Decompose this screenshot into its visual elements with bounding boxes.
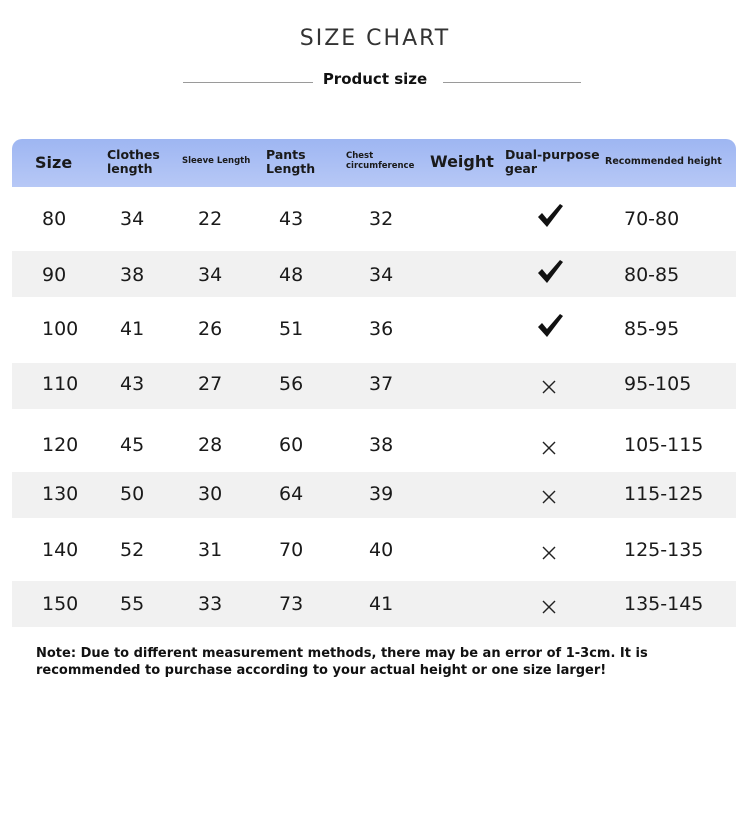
cell-pants: 73 bbox=[279, 593, 304, 615]
cell-pants: 56 bbox=[279, 373, 304, 395]
cell-pants: 43 bbox=[279, 208, 304, 230]
cell-pants: 60 bbox=[279, 434, 304, 456]
cell-height: 135-145 bbox=[624, 593, 704, 615]
cell-height: 125-135 bbox=[624, 539, 704, 561]
cell-clothes: 34 bbox=[120, 208, 145, 230]
cell-pants: 64 bbox=[279, 483, 304, 505]
cross-icon bbox=[541, 489, 557, 505]
cell-height: 80-85 bbox=[624, 264, 680, 286]
cell-clothes: 52 bbox=[120, 539, 145, 561]
cell-pants: 48 bbox=[279, 264, 304, 286]
cell-size: 140 bbox=[42, 539, 79, 561]
cell-size: 100 bbox=[42, 318, 79, 340]
header-chest-line2: circumference bbox=[346, 160, 415, 171]
cell-size: 110 bbox=[42, 373, 79, 395]
divider-right bbox=[443, 82, 581, 83]
cell-size: 90 bbox=[42, 264, 67, 286]
cell-sleeve: 22 bbox=[198, 208, 223, 230]
header-clothes-length-line1: Clothes bbox=[107, 147, 160, 162]
table-row bbox=[12, 305, 736, 357]
cell-chest: 32 bbox=[369, 208, 394, 230]
cell-pants: 70 bbox=[279, 539, 304, 561]
cell-height: 105-115 bbox=[624, 434, 704, 456]
cross-icon bbox=[541, 440, 557, 456]
table-row bbox=[12, 195, 736, 247]
cell-sleeve: 33 bbox=[198, 593, 223, 615]
table-row bbox=[12, 525, 736, 577]
cell-chest: 36 bbox=[369, 318, 394, 340]
header-sleeve-length: Sleeve Length bbox=[182, 156, 251, 166]
cell-size: 130 bbox=[42, 483, 79, 505]
cross-icon bbox=[541, 379, 557, 395]
cell-chest: 41 bbox=[369, 593, 394, 615]
cell-clothes: 38 bbox=[120, 264, 145, 286]
cell-chest: 40 bbox=[369, 539, 394, 561]
header-dual-line1: Dual-purpose bbox=[505, 147, 600, 162]
cell-height: 85-95 bbox=[624, 318, 680, 340]
header-size: Size bbox=[35, 153, 73, 172]
table-row bbox=[12, 363, 736, 409]
header-chest bbox=[346, 152, 414, 172]
cell-sleeve: 27 bbox=[198, 373, 223, 395]
table-row bbox=[12, 251, 736, 297]
cell-chest: 37 bbox=[369, 373, 394, 395]
header-pants-length-line2: Length bbox=[266, 161, 316, 177]
header-chest-line1: Chest bbox=[346, 151, 374, 161]
cell-sleeve: 28 bbox=[198, 434, 223, 456]
header-dual-purpose bbox=[505, 148, 600, 177]
table-row bbox=[12, 420, 736, 470]
check-icon bbox=[536, 258, 564, 286]
header-pants-length bbox=[266, 148, 315, 177]
cell-sleeve: 34 bbox=[198, 264, 223, 286]
cell-height: 95-105 bbox=[624, 373, 692, 395]
cross-icon bbox=[541, 545, 557, 561]
table-row bbox=[12, 581, 736, 627]
cell-chest: 34 bbox=[369, 264, 394, 286]
page-title: SIZE CHART bbox=[299, 26, 451, 51]
cell-clothes: 43 bbox=[120, 373, 145, 395]
table-row bbox=[12, 472, 736, 518]
cell-pants: 51 bbox=[279, 318, 304, 340]
cell-sleeve: 30 bbox=[198, 483, 223, 505]
cell-size: 80 bbox=[42, 208, 67, 230]
cell-clothes: 45 bbox=[120, 434, 145, 456]
subtitle-bar bbox=[0, 70, 750, 94]
header-dual-line2: gear bbox=[505, 161, 538, 177]
header-clothes-length-line2: length bbox=[107, 161, 153, 177]
cell-size: 150 bbox=[42, 593, 79, 615]
header-recommended-height: Recommended height bbox=[605, 156, 722, 167]
cell-clothes: 41 bbox=[120, 318, 145, 340]
cell-chest: 38 bbox=[369, 434, 394, 456]
check-icon bbox=[536, 202, 564, 230]
cell-height: 70-80 bbox=[624, 208, 680, 230]
check-icon bbox=[536, 312, 564, 340]
table-header bbox=[12, 139, 736, 187]
cell-size: 120 bbox=[42, 434, 79, 456]
cell-chest: 39 bbox=[369, 483, 394, 505]
header-clothes-length bbox=[107, 148, 160, 177]
header-pants-length-line1: Pants bbox=[266, 147, 306, 162]
header-weight: Weight bbox=[430, 152, 494, 171]
cell-height: 115-125 bbox=[624, 483, 704, 505]
subtitle: Product size bbox=[322, 70, 428, 88]
note-text: Note: Due to different measurement methods, there may be an error of 1-3cm. It is recommended to purchase according to your actual height or one size larger! bbox=[36, 646, 648, 678]
cell-sleeve: 26 bbox=[198, 318, 223, 340]
cell-clothes: 55 bbox=[120, 593, 145, 615]
cell-sleeve: 31 bbox=[198, 539, 223, 561]
cell-clothes: 50 bbox=[120, 483, 145, 505]
cross-icon bbox=[541, 599, 557, 615]
